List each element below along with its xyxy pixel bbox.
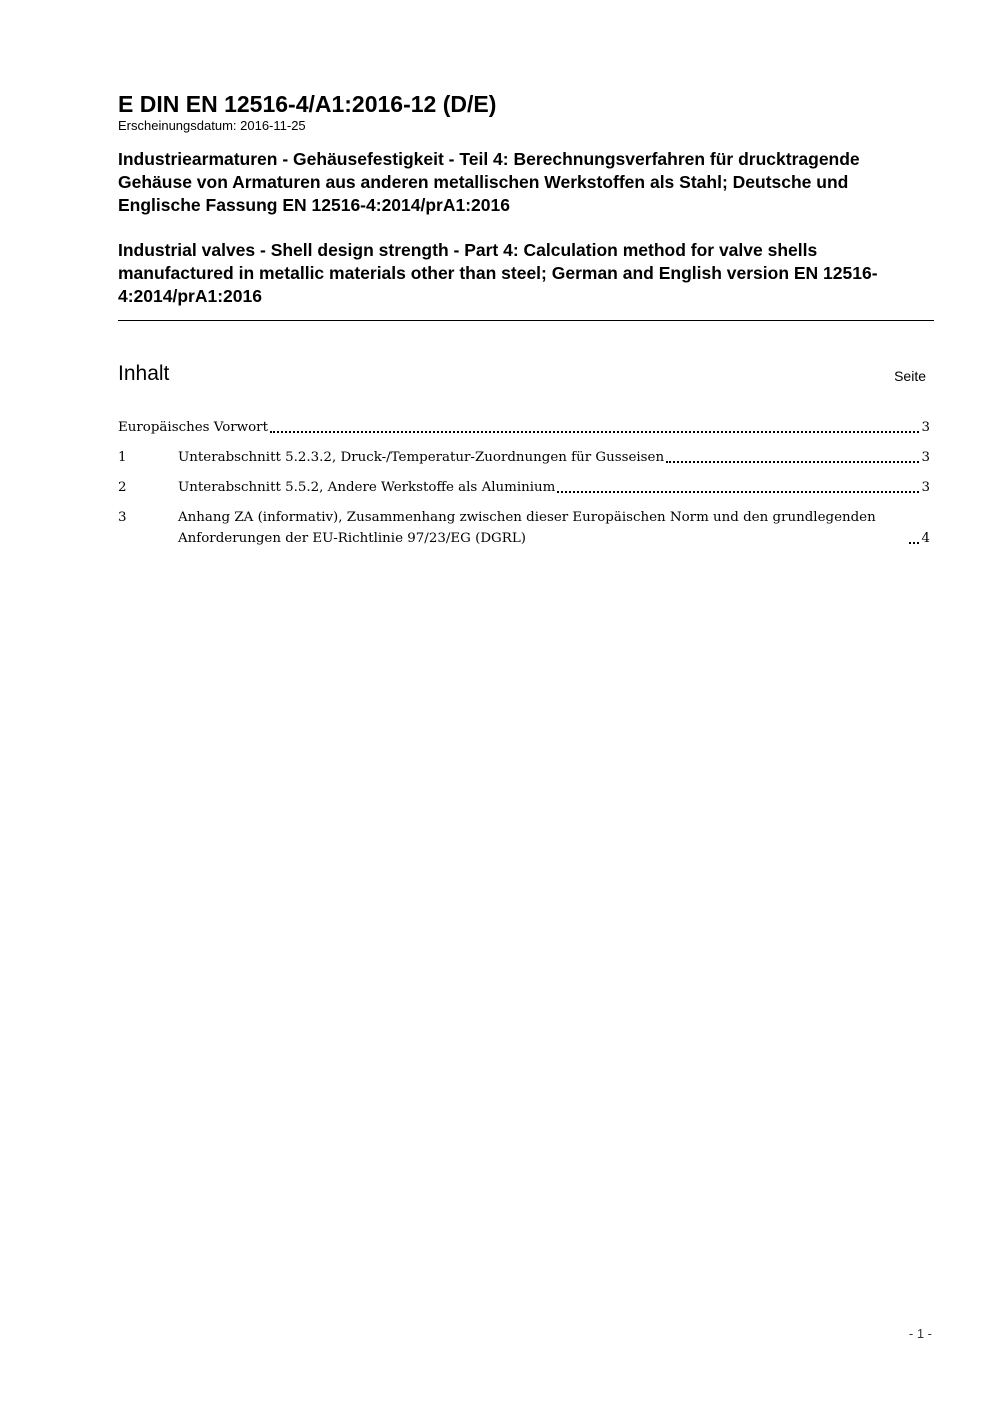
toc-entry-page: 3	[921, 450, 930, 465]
toc-entry-main	[178, 447, 930, 468]
toc-leader-dots	[557, 491, 919, 493]
toc-entry-main	[178, 477, 930, 498]
toc-entry-text: Unterabschnitt 5.5.2, Andere Werkstoffe als Aluminium	[178, 480, 556, 495]
toc-page-column-label: Seite	[894, 368, 926, 384]
publication-date: Erscheinungsdatum: 2016-11-25	[118, 118, 306, 133]
title-english: Industrial valves - Shell design strength - Part 4: Calculation method for valve shells manufactured in metallic materials other than steel; German and English version EN 12516-4:2014/prA1:2016	[118, 240, 878, 306]
toc-entry-number: 2	[118, 480, 127, 495]
toc-leader-dots	[270, 431, 920, 433]
page-number: - 1 -	[908, 1326, 932, 1341]
toc-entry-main	[118, 417, 930, 438]
toc-entry-main	[178, 507, 930, 549]
toc-entry-foreword[interactable]	[118, 417, 930, 438]
title-german: Industriearmaturen - Gehäusefestigkeit - Teil 4: Berechnungsverfahren für drucktragende Gehäuse von Armaturen aus anderen metallischen Werkstoffen als Stahl; Deutsche und Englische Fassung EN 12516-4:2014/prA1:2016	[118, 149, 860, 215]
toc-leader-dots	[909, 542, 919, 544]
document-id: E DIN EN 12516-4/A1:2016-12 (D/E)	[118, 91, 497, 117]
toc-entry-number: 1	[118, 450, 127, 465]
toc-entry-page: 3	[921, 480, 930, 495]
toc-entry-number: 3	[118, 510, 127, 525]
toc-entry-2[interactable]	[118, 477, 930, 498]
toc-entry-1[interactable]	[118, 447, 930, 468]
toc-entry-3[interactable]	[118, 507, 930, 549]
toc-entry-text: Anhang ZA (informativ), Zusammenhang zwischen dieser Europäischen Norm und den grundlegenden Anforderungen der EU-Richtlinie 97/23/EG (DGRL)	[178, 510, 876, 546]
toc-entry-text: Unterabschnitt 5.2.3.2, Druck-/Temperatur-Zuordnungen für Gusseisen	[178, 450, 665, 465]
toc-leader-dots	[666, 461, 919, 463]
header-divider	[118, 320, 934, 321]
toc-entry-page: 3	[921, 420, 930, 435]
toc-entry-text: Europäisches Vorwort	[118, 420, 268, 435]
table-of-contents	[118, 417, 930, 558]
toc-title: Inhalt	[118, 362, 170, 385]
toc-entry-page: 4	[921, 531, 930, 546]
toc-header	[118, 360, 926, 390]
document-header	[118, 90, 934, 308]
